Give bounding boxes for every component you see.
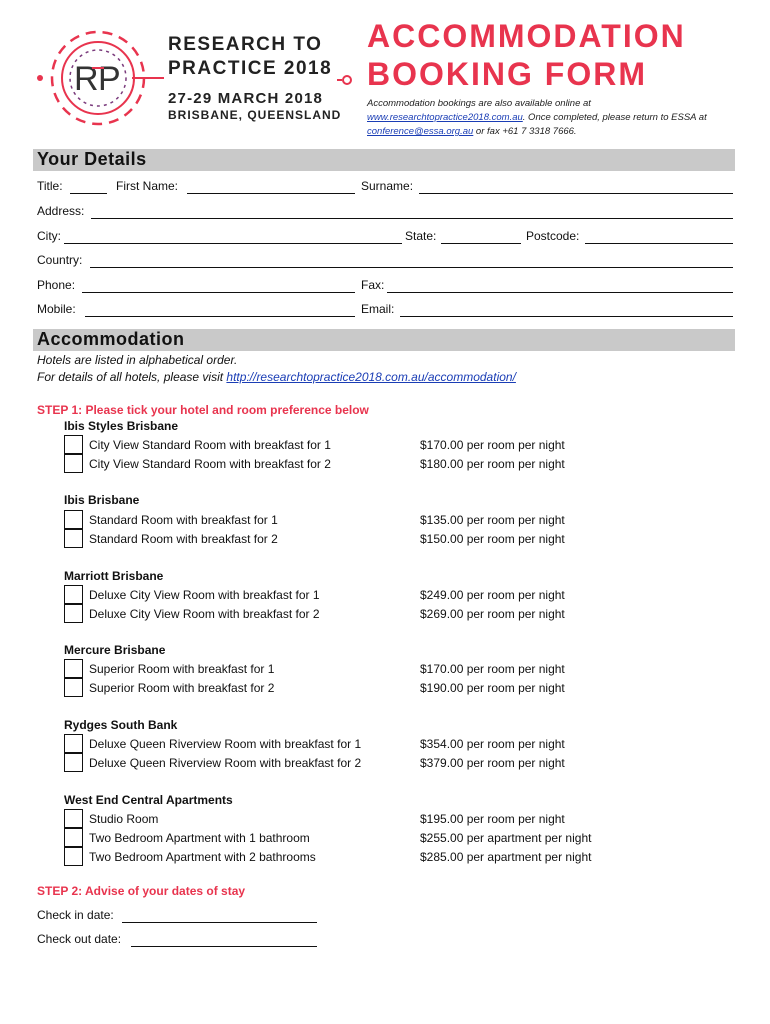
mobile-field[interactable] [85, 316, 355, 317]
check-in-label: Check in date: [37, 908, 114, 922]
room-checkbox[interactable] [64, 809, 83, 828]
room-name: City View Standard Room with breakfast for 1 [89, 438, 331, 452]
room-price: $170.00 per room per night [420, 662, 565, 676]
step-1-heading: STEP 1: Please tick your hotel and room preference below [37, 403, 369, 417]
room-price: $170.00 per room per night [420, 438, 565, 452]
address-field[interactable] [91, 218, 733, 219]
svg-text:R: R [74, 60, 99, 98]
postcode-label: Postcode: [526, 229, 580, 243]
name-row [37, 179, 735, 197]
first-name-field[interactable] [187, 193, 355, 194]
your-details-header [33, 149, 735, 171]
city-row [37, 229, 735, 247]
email-field[interactable] [400, 316, 733, 317]
accommodation-link[interactable]: http://researchtopractice2018.com.au/accommodation/ [226, 370, 516, 384]
phone-field[interactable] [82, 292, 355, 293]
postcode-field[interactable] [585, 243, 733, 244]
hotel-details-note [37, 370, 516, 384]
room-name: Deluxe City View Room with breakfast for 2 [89, 607, 320, 621]
room-price: $190.00 per room per night [420, 681, 565, 695]
surname-label: Surname: [361, 179, 414, 193]
room-name: Two Bedroom Apartment with 1 bathroom [89, 831, 310, 845]
room-price: $379.00 per room per night [420, 756, 565, 770]
email-label: Email: [361, 302, 395, 316]
room-checkbox[interactable] [64, 510, 83, 529]
section-heading: Accommodation [37, 329, 185, 349]
fax-label: Fax: [361, 278, 385, 292]
hotel-name: Marriott Brisbane [64, 569, 164, 583]
room-checkbox[interactable] [64, 529, 83, 548]
room-price: $269.00 per room per night [420, 607, 565, 621]
room-name: Deluxe Queen Riverview Room with breakfast for 1 [89, 737, 362, 751]
website-link[interactable]: www.researchtopractice2018.com.au [367, 112, 523, 123]
room-name: Deluxe Queen Riverview Room with breakfast for 2 [89, 756, 362, 770]
hotel-details-prefix: For details of all hotels, please visit [37, 370, 227, 384]
room-price: $195.00 per room per night [420, 812, 565, 826]
hotel-name: Ibis Styles Brisbane [64, 419, 179, 433]
room-checkbox[interactable] [64, 734, 83, 753]
logo-location: BRISBANE, QUEENSLAND [168, 108, 342, 122]
room-price: $255.00 per apartment per night [420, 831, 592, 845]
hotel-name: Ibis Brisbane [64, 493, 140, 507]
room-name: Standard Room with breakfast for 1 [89, 513, 278, 527]
intro-text [367, 97, 747, 139]
room-name: Superior Room with breakfast for 2 [89, 681, 275, 695]
form-title-line-1: ACCOMMODATION [367, 18, 686, 54]
room-checkbox[interactable] [64, 454, 83, 473]
room-name: Standard Room with breakfast for 2 [89, 532, 278, 546]
phone-label: Phone: [37, 278, 76, 292]
form-title-line-2: BOOKING FORM [367, 56, 647, 92]
title-label: Title: [37, 179, 63, 193]
room-price: $135.00 per room per night [420, 513, 565, 527]
title-field[interactable] [70, 193, 107, 194]
room-price: $249.00 per room per night [420, 588, 565, 602]
room-name: Studio Room [89, 812, 159, 826]
check-in-row [37, 908, 337, 926]
hotel-name: Mercure Brisbane [64, 643, 166, 657]
check-in-field[interactable] [122, 922, 317, 923]
logo-line-1: RESEARCH TO [168, 34, 323, 55]
country-field[interactable] [90, 267, 733, 268]
mobile-label: Mobile: [37, 302, 76, 316]
check-out-label: Check out date: [37, 932, 122, 946]
room-name: Deluxe City View Room with breakfast for 1 [89, 588, 320, 602]
room-checkbox[interactable] [64, 604, 83, 623]
intro-text-2: . Once completed, please return to ESSA at [522, 112, 707, 123]
address-row [37, 204, 735, 222]
intro-text-1: Accommodation bookings are also available online at [367, 98, 591, 109]
email-link[interactable]: conference@essa.org.au [367, 126, 474, 137]
country-row [37, 253, 735, 271]
check-out-field[interactable] [131, 946, 317, 947]
room-price: $180.00 per room per night [420, 457, 565, 471]
room-checkbox[interactable] [64, 847, 83, 866]
room-checkbox[interactable] [64, 753, 83, 772]
room-price: $354.00 per room per night [420, 737, 565, 751]
room-name: City View Standard Room with breakfast for 2 [89, 457, 331, 471]
intro-text-3: or fax +61 7 3318 7666. [473, 126, 577, 137]
city-field[interactable] [64, 243, 402, 244]
fax-field[interactable] [387, 292, 733, 293]
check-out-row [37, 932, 337, 950]
surname-field[interactable] [419, 193, 733, 194]
room-checkbox[interactable] [64, 828, 83, 847]
rtp-logo-mark [30, 22, 165, 132]
step-2-heading: STEP 2: Advise of your dates of stay [37, 884, 246, 898]
room-checkbox[interactable] [64, 659, 83, 678]
hotel-order-note: Hotels are listed in alphabetical order. [37, 353, 238, 367]
room-name: Two Bedroom Apartment with 2 bathrooms [89, 850, 316, 864]
room-price: $285.00 per apartment per night [420, 850, 592, 864]
room-checkbox[interactable] [64, 678, 83, 697]
event-logo [30, 22, 370, 132]
room-price: $150.00 per room per night [420, 532, 565, 546]
mobile-row [37, 302, 735, 320]
room-name: Superior Room with breakfast for 1 [89, 662, 275, 676]
country-label: Country: [37, 253, 83, 267]
room-checkbox[interactable] [64, 435, 83, 454]
city-label: City: [37, 229, 61, 243]
hotel-name: Rydges South Bank [64, 718, 178, 732]
accommodation-header [33, 329, 735, 351]
section-heading: Your Details [37, 149, 147, 169]
address-label: Address: [37, 204, 85, 218]
hotel-name: West End Central Apartments [64, 793, 233, 807]
first-name-label: First Name: [116, 179, 179, 193]
logo-dates: 27-29 MARCH 2018 [168, 90, 324, 107]
phone-row [37, 278, 735, 296]
state-label: State: [405, 229, 437, 243]
logo-dot-icon [337, 72, 353, 88]
room-checkbox[interactable] [64, 585, 83, 604]
svg-text:P: P [98, 60, 121, 98]
state-field[interactable] [441, 243, 521, 244]
logo-line-2: PRACTICE 2018 [168, 58, 333, 79]
